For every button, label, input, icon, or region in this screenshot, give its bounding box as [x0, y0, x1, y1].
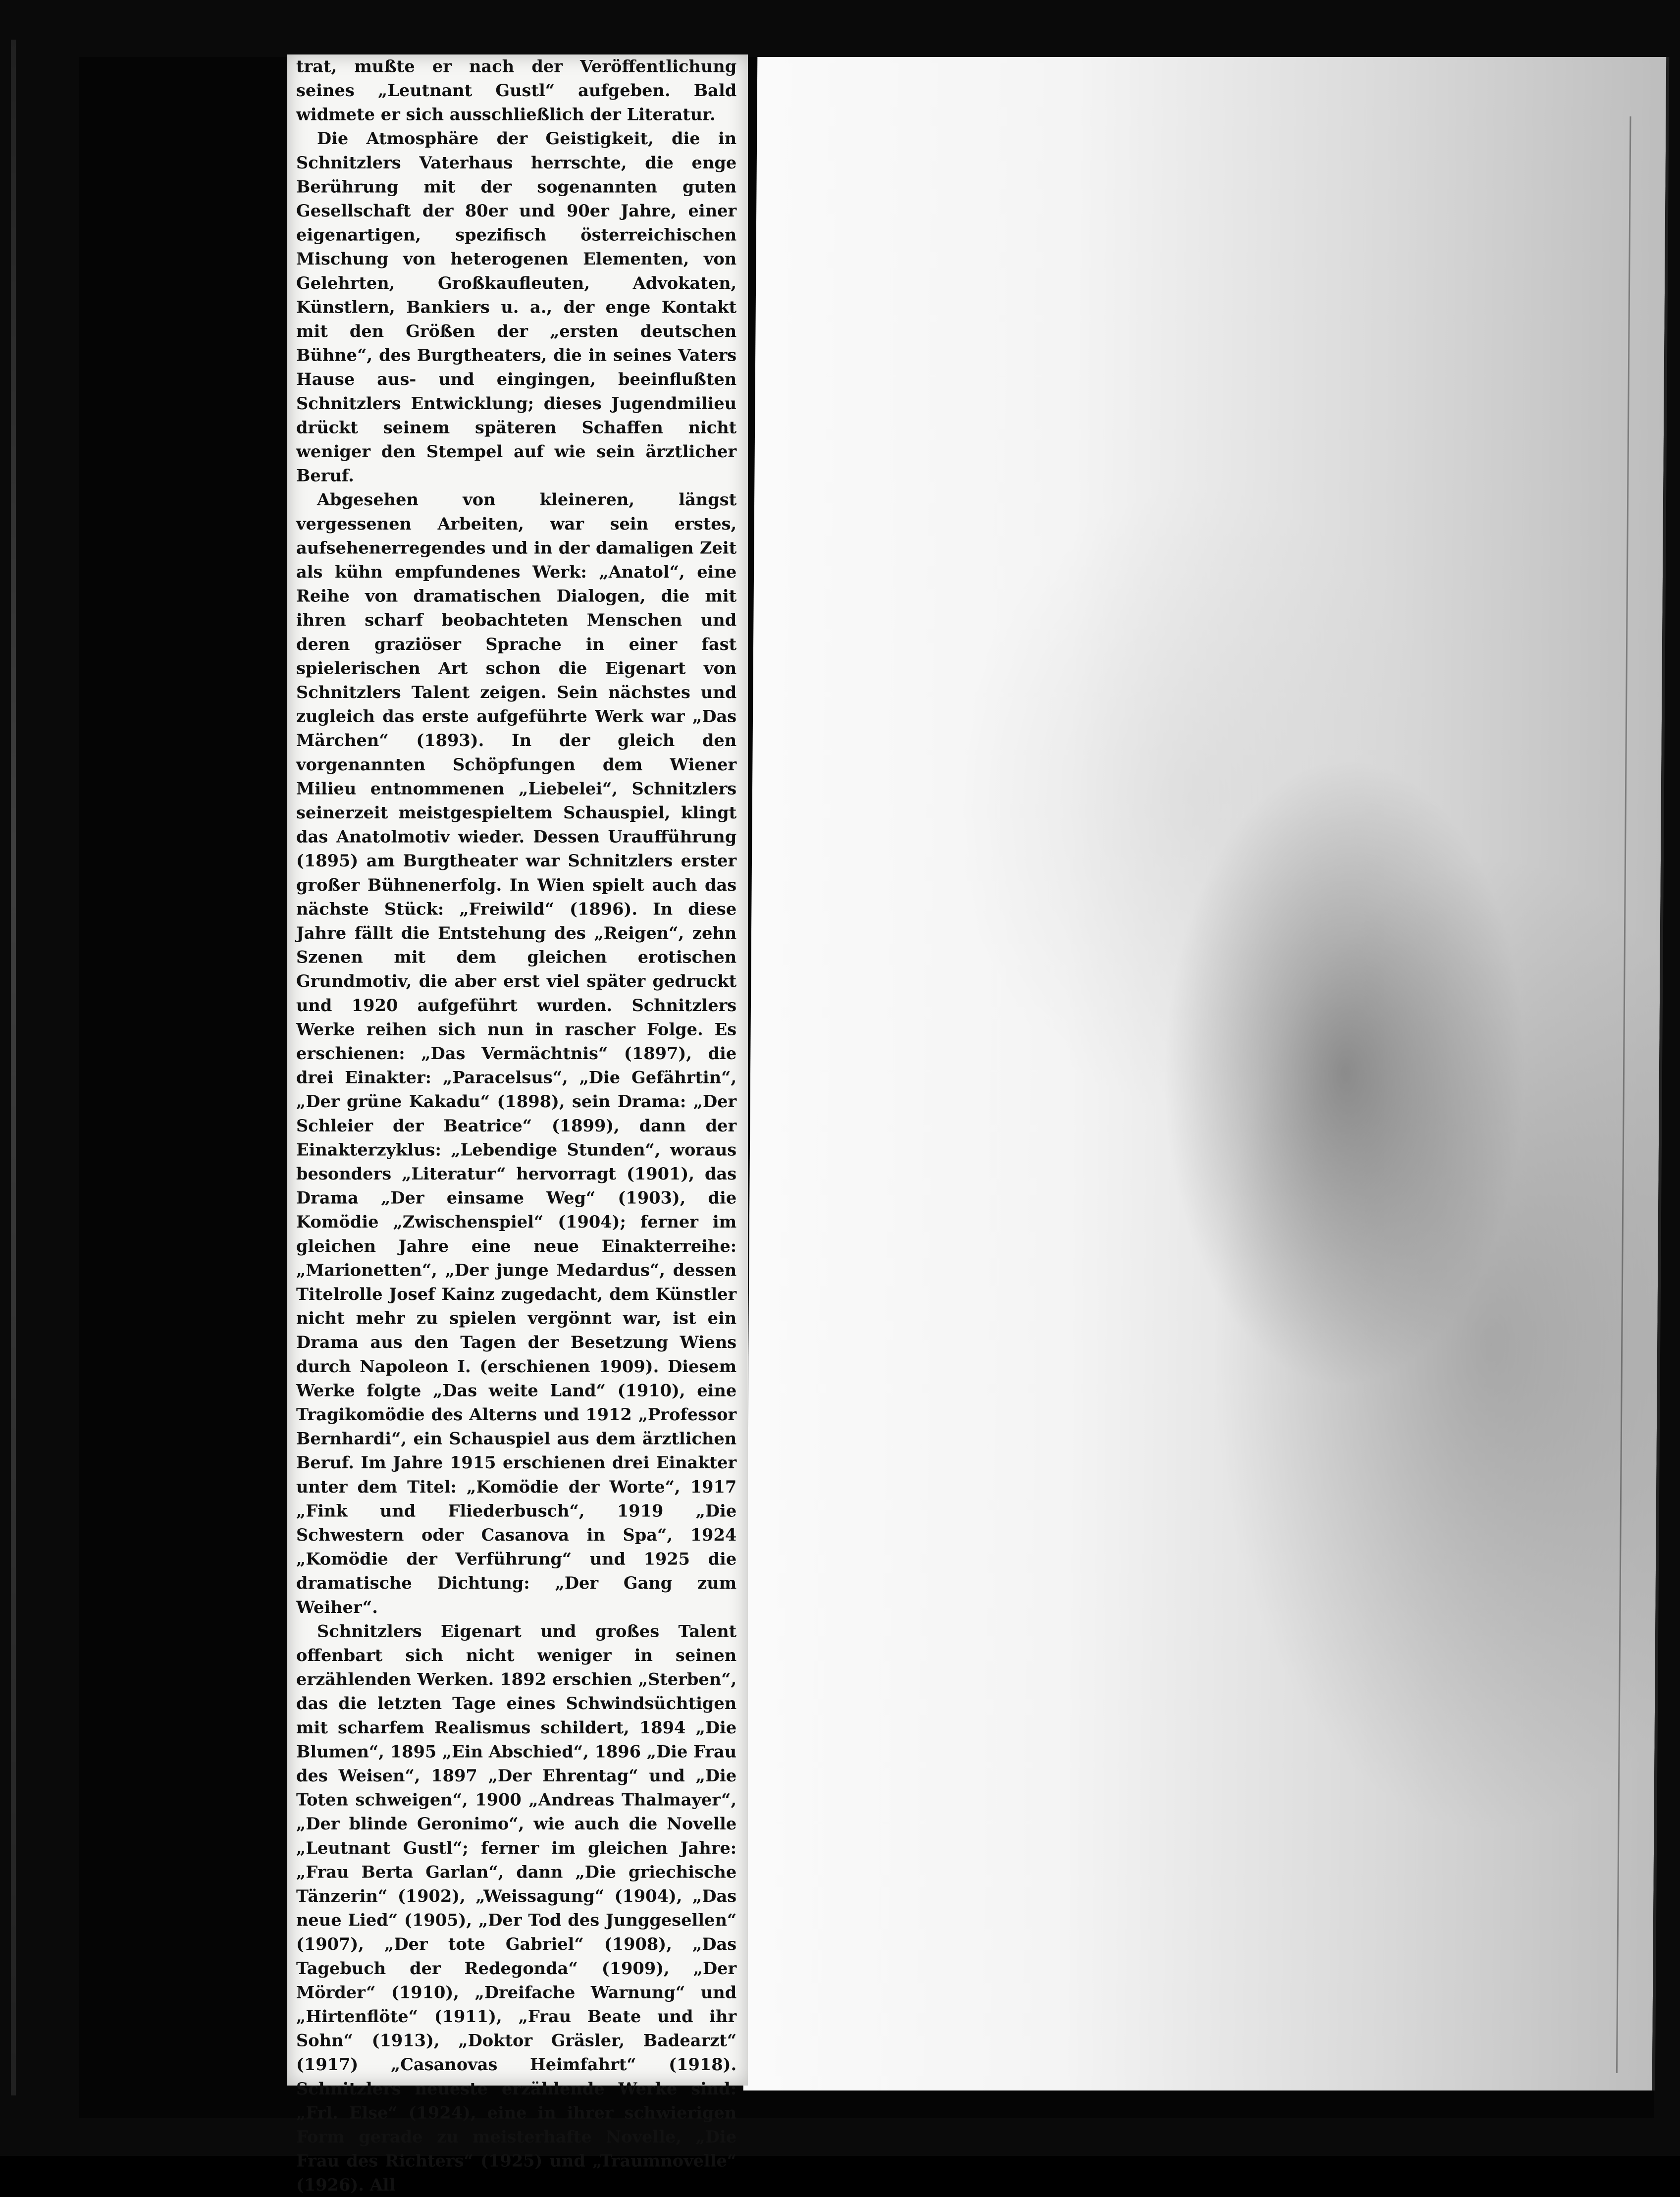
- article-paragraph-3: Abgesehen von kleineren, längst vergessenen Arbeiten, war sein erstes, aufsehenerregendes und in der damaligen Zeit als kühn empfundenes Werk: „Anatol“, eine Reihe von dramatischen Dialogen, die mit ihren scharf beobachteten Menschen und deren graziöser Sprache in einer fast spielerischen Art schon die Eigenart von Schnitzlers Talent zeigen. Sein nächstes und zugleich das erste aufgeführte Werk war „Das Märchen“ (1893). In der gleich den vorgenannten Schöpfungen dem Wiener Milieu entnommenen „Liebelei“, Schnitzlers seinerzeit meistgespieltem Schauspiel, klingt das Anatolmotiv wieder. Dessen Uraufführung (1895) am Burgtheater war Schnitzlers erster großer Bühnenerfolg. In Wien spielt auch das nächste Stück: „Freiwild“ (1896). In diese Jahre fällt die Entstehung des „Reigen“, zehn Szenen mit dem gleichen erotischen Grundmotiv, die aber erst viel später gedruckt und 1920 aufgeführt wurden. Schnitzlers Werke reihen sich nun in rascher Folge. Es erschienen: „Das Vermächtnis“ (1897), die drei Einakter: „Paracelsus“, „Die Gefährtin“, „Der grüne Kakadu“ (1898), sein Drama: „Der Schleier der Beatrice“ (1899), dann der Einakterzyklus: „Lebendige Stunden“, woraus besonders „Literatur“ hervorragt (1901), das Drama „Der einsame Weg“ (1903), die Komödie „Zwischenspiel“ (1904); ferner im gleichen Jahre eine neue Einakterreihe: „Marionetten“, „Der junge Medardus“, dessen Titelrolle Josef Kainz zugedacht, dem Künstler nicht mehr zu spielen vergönnt war, ist ein Drama aus den Tagen der Besetzung Wiens durch Napoleon I. (erschienen 1909). Diesem Werke folgte „Das weite Land“ (1910), eine Tragikomödie des Alterns und 1912 „Professor Bernhardi“, ein Schauspiel aus dem ärztlichen Beruf. Im Jahre 1915 erschienen drei Einakter unter dem Titel: „Komödie der Worte“, 1917 „Fink und Fliederbusch“, 1919 „Die Schwestern oder Casanova in Spa“, 1924 „Komödie der Verführung“ und 1925 die dramatische Dichtung: „Der Gang zum Weiher“.: [296, 490, 737, 1617]
- article-paragraph-1: trat, mußte er nach der Veröffentlichung seines „Leutnant Gustl“ aufgeben. Bald widmete er sich ausschließlich der Literatur.: [296, 56, 737, 124]
- article-paragraph-4: Schnitzlers Eigenart und großes Talent offenbart sich nicht weniger in seinen erzählenden Werken. 1892 erschien „Sterben“, das die letzten Tage eines Schwindsüchtigen mit scharfem Realismus schildert, 1894 „Die Blumen“, 1895 „Ein Abschied“, 1896 „Die Frau des Weisen“, 1897 „Der Ehrentag“ und „Die Toten schweigen“, 1900 „Andreas Thalmayer“, „Der blinde Geronimo“, wie auch die Novelle „Leutnant Gustl“; ferner im gleichen Jahre: „Frau Berta Garlan“, dann „Die griechische Tänzerin“ (1902), „Weissagung“ (1904), „Das neue Lied“ (1905), „Der Tod des Junggesellen“ (1907), „Der tote Gabriel“ (1908), „Das Tagebuch der Redegonda“ (1909), „Der Mörder“ (1910), „Dreifache Warnung“ und „Hirtenflöte“ (1911), „Frau Beate und ihr Sohn“ (1913), „Doktor Gräsler, Badearzt“ (1917) „Casanovas Heimfahrt“ (1918). Schnitzlers neueste erzählende Werke sind: „Frl. Else“ (1924), eine in ihrer schwierigen Form gerade zu meisterhafte Novelle, „Die Frau des Richters“ (1925) und „Traumnovelle“ (1926). All: [296, 1621, 737, 2195]
- blank-backing-page: [743, 57, 1670, 2090]
- article-text-column: [296, 54, 736, 2197]
- article-paragraph-2: Die Atmosphäre der Geistigkeit, die in Schnitzlers Vaterhaus herrschte, die enge Berührung mit der sogenannten guten Gesellschaft der 80er und 90er Jahre, einer eigenartigen, spezifisch österreichischen Mischung von heterogenen Elementen, von Gelehrten, Großkaufleuten, Advokaten, Künstlern, Bankiers u. a., der enge Kontakt mit den Größen der „ersten deutschen Bühne“, des Burgtheaters, die in seines Vaters Hause aus- und eingingen, beeinflußten Schnitzlers Entwicklung; dieses Jugendmilieu drückt seinem späteren Schaffen nicht weniger den Stempel auf wie sein ärztlicher Beruf.: [296, 129, 737, 486]
- scan-edge: [11, 40, 16, 2095]
- newspaper-clipping: [287, 54, 748, 2195]
